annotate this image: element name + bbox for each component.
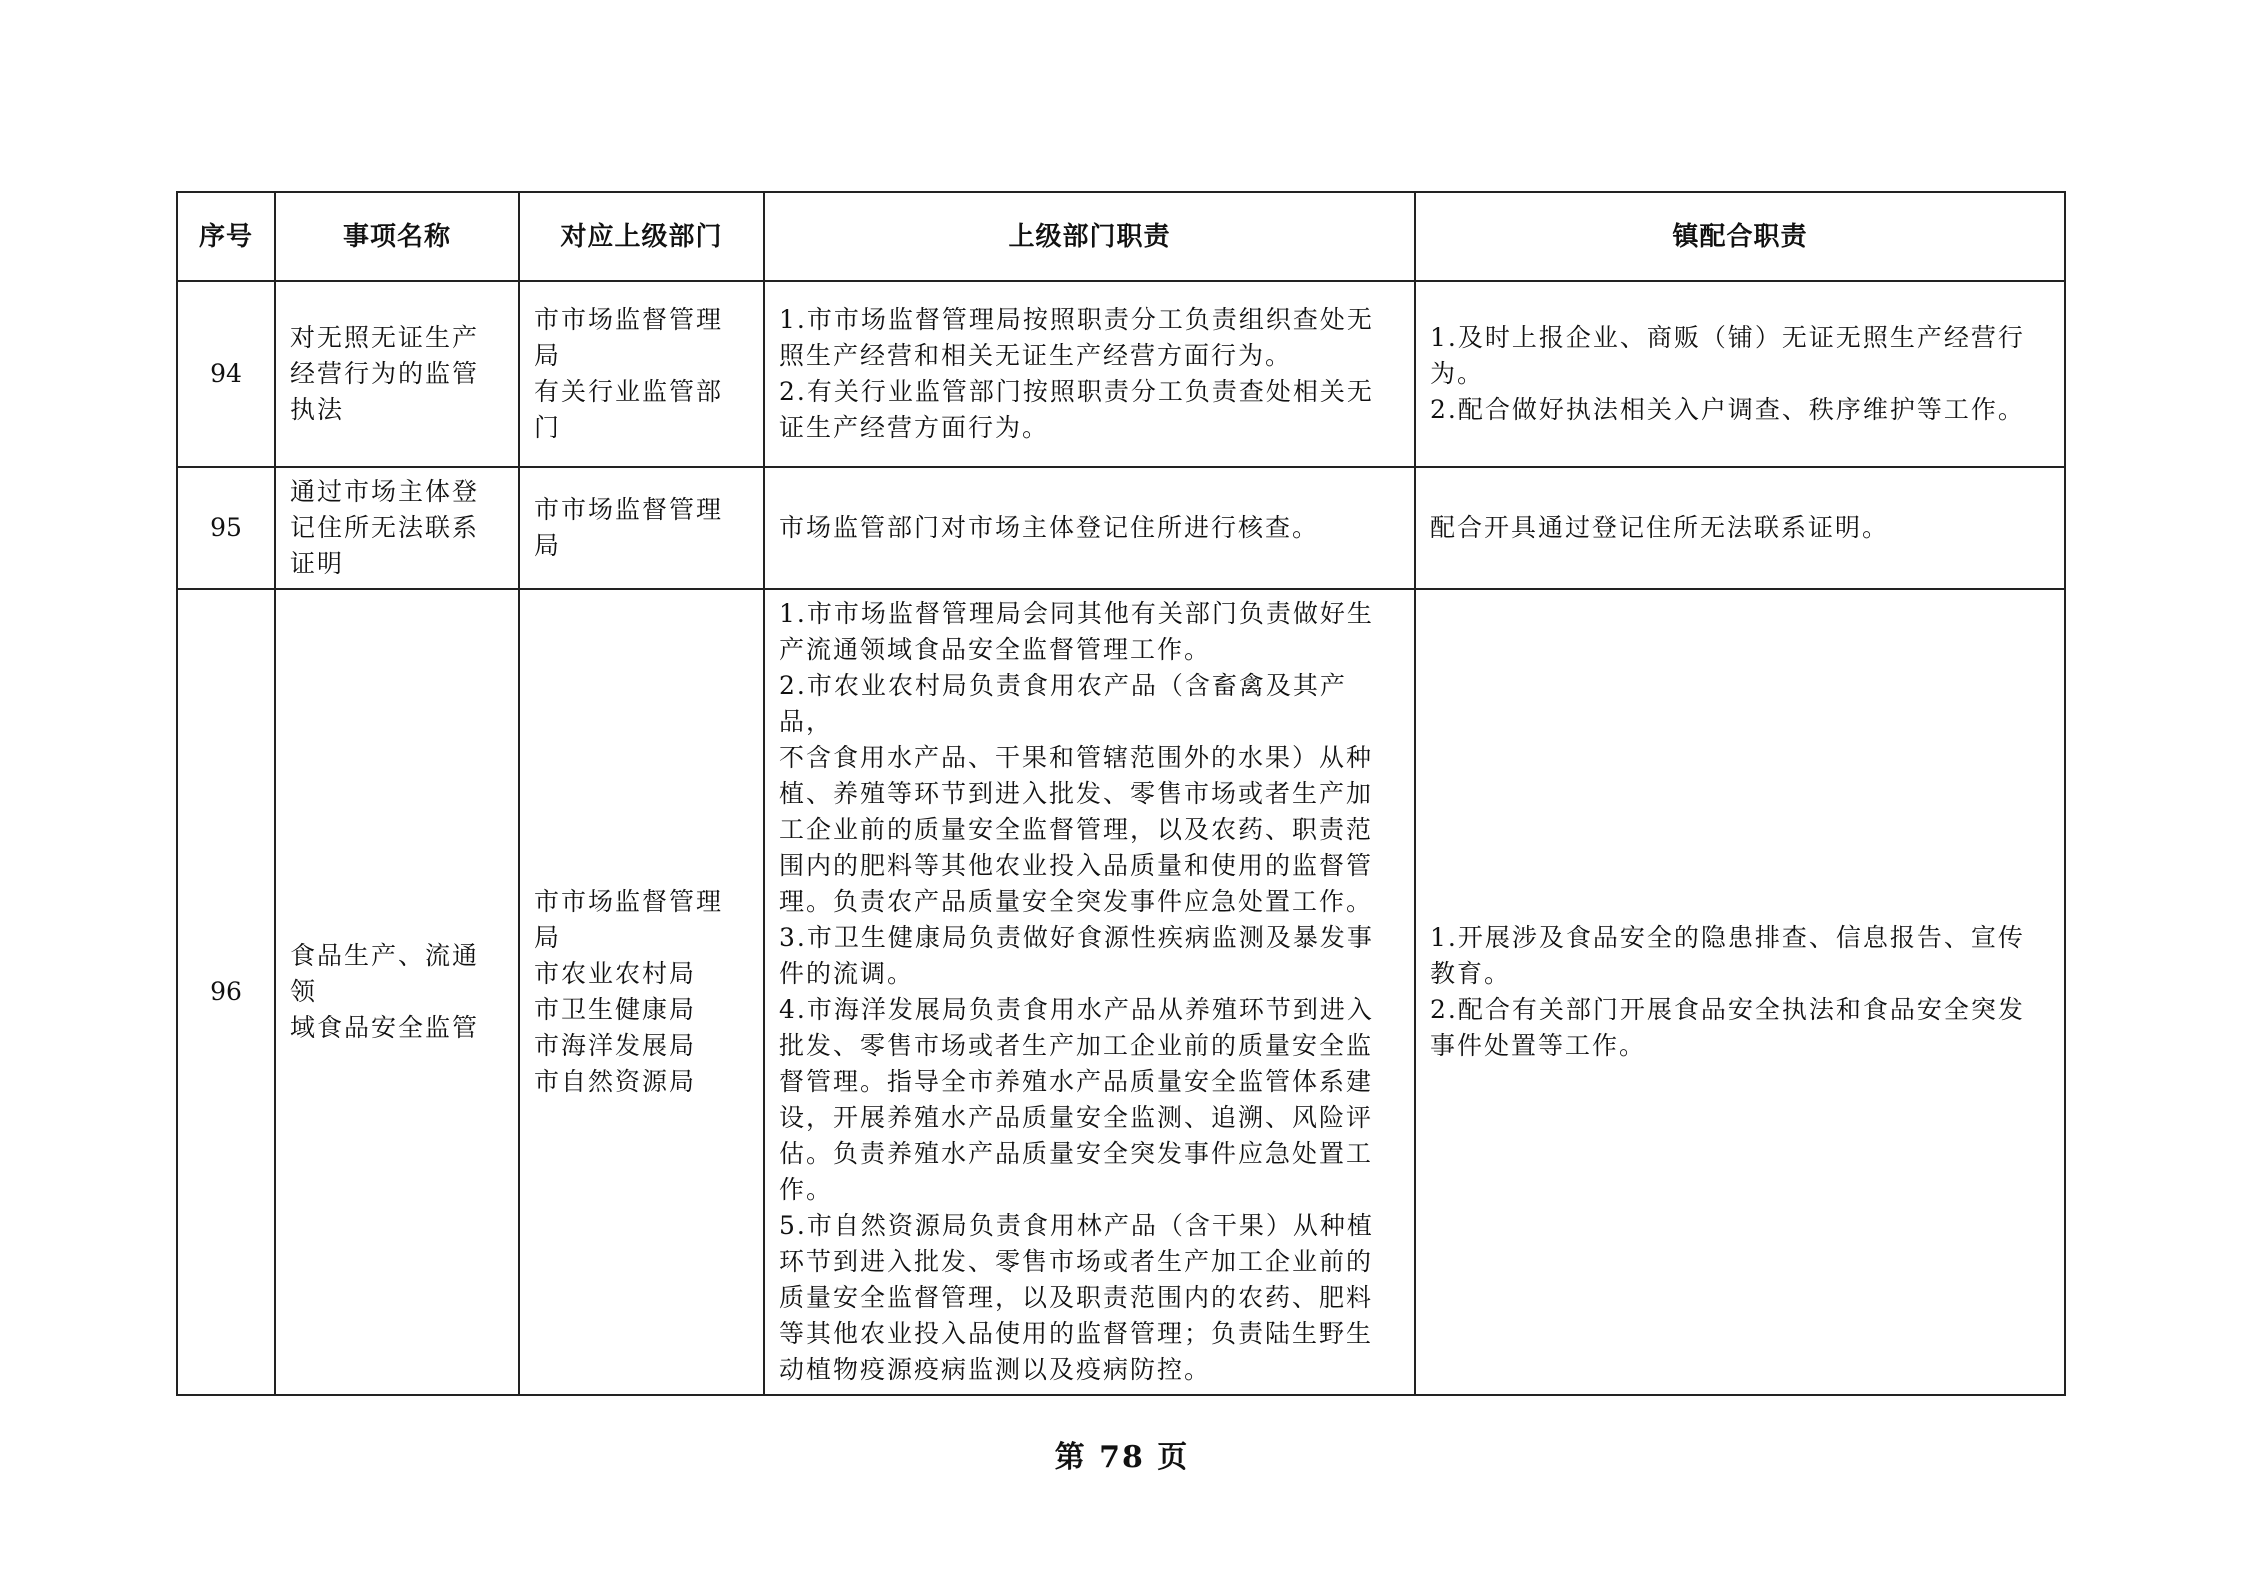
upper-duty-cell	[764, 467, 1415, 589]
cell-line: 1.开展涉及食品安全的隐患排查、信息报告、宣传	[1430, 923, 2025, 952]
duty-table	[176, 191, 2066, 1396]
cell-line: 门	[534, 413, 562, 442]
cell-line: 工企业前的质量安全监督管理，以及农药、职责范	[779, 815, 1374, 844]
header-upper-dept: 对应上级部门	[519, 192, 764, 281]
cell-line: 3.市卫生健康局负责做好食源性疾病监测及暴发事	[779, 923, 1374, 952]
cell-line: 2.市农业农村局负责食用农产品（含畜禽及其产品，	[779, 671, 1347, 736]
cell-line: 记住所无法联系	[290, 513, 480, 542]
cell-line: 执法	[290, 395, 345, 424]
town-duty-cell	[1415, 467, 2065, 589]
cell-line: 市海洋发展局	[534, 1031, 697, 1060]
cell-line: 照生产经营和相关无证生产经营方面行为。	[779, 341, 1293, 370]
cell-line: 2.配合做好执法相关入户调查、秩序维护等工作。	[1430, 395, 2025, 424]
cell-line: 市场监管部门对市场主体登记住所进行核查。	[779, 513, 1320, 542]
header-upper-duty: 上级部门职责	[764, 192, 1415, 281]
cell-line: 5.市自然资源局负责食用林产品（含干果）从种植	[779, 1211, 1374, 1240]
item-name-cell	[275, 467, 519, 589]
upper-duty-cell	[764, 281, 1415, 467]
cell-line: 产流通领域食品安全监督管理工作。	[779, 635, 1212, 664]
seq-cell: 96	[177, 589, 275, 1395]
cell-line: 4.市海洋发展局负责食用水产品从养殖环节到进入	[779, 995, 1374, 1024]
table-row	[177, 281, 2065, 467]
cell-line: 局	[534, 531, 562, 560]
cell-line: 市卫生健康局	[534, 995, 697, 1024]
cell-line: 配合开具通过登记住所无法联系证明。	[1430, 513, 1890, 542]
cell-line: 经营行为的监管	[290, 359, 480, 388]
cell-line: 事件处置等工作。	[1430, 1031, 1647, 1060]
item-name-cell	[275, 281, 519, 467]
cell-line: 动植物疫源疫病监测以及疫病防控。	[779, 1355, 1212, 1384]
upper-dept-cell	[519, 467, 764, 589]
seq-cell: 95	[177, 467, 275, 589]
cell-line: 为。	[1430, 359, 1485, 388]
cell-line: 2.有关行业监管部门按照职责分工负责查处相关无	[779, 377, 1374, 406]
cell-line: 不含食用水产品、干果和管辖范围外的水果）从种	[779, 743, 1374, 772]
cell-line: 批发、零售市场或者生产加工企业前的质量安全监	[779, 1031, 1374, 1060]
item-name-cell	[275, 589, 519, 1395]
cell-line: 通过市场主体登	[290, 477, 480, 506]
cell-line: 作。	[779, 1175, 834, 1204]
cell-line: 1.及时上报企业、商贩（铺）无证无照生产经营行	[1430, 323, 2025, 352]
cell-line: 食品生产、流通领	[290, 941, 480, 1006]
cell-line: 证明	[290, 549, 345, 578]
cell-line: 估。负责养殖水产品质量安全突发事件应急处置工	[779, 1139, 1374, 1168]
table-row	[177, 589, 2065, 1395]
cell-line: 1.市市场监督管理局按照职责分工负责组织查处无	[779, 305, 1374, 334]
cell-line: 市农业农村局	[534, 959, 697, 988]
cell-line: 件的流调。	[779, 959, 915, 988]
cell-line: 质量安全监督管理，以及职责范围内的农药、肥料	[779, 1283, 1374, 1312]
cell-line: 环节到进入批发、零售市场或者生产加工企业前的	[779, 1247, 1374, 1276]
cell-line: 2.配合有关部门开展食品安全执法和食品安全突发	[1430, 995, 2025, 1024]
table-row	[177, 467, 2065, 589]
table-header-row	[177, 192, 2065, 281]
cell-line: 对无照无证生产	[290, 323, 480, 352]
upper-dept-cell	[519, 281, 764, 467]
cell-line: 督管理。指导全市养殖水产品质量安全监管体系建	[779, 1067, 1374, 1096]
town-duty-cell	[1415, 589, 2065, 1395]
cell-line: 教育。	[1430, 959, 1512, 988]
cell-line: 理。负责农产品质量安全突发事件应急处置工作。	[779, 887, 1374, 916]
cell-line: 设，开展养殖水产品质量安全监测、追溯、风险评	[779, 1103, 1374, 1132]
cell-line: 市市场监督管理	[534, 305, 724, 334]
seq-cell: 94	[177, 281, 275, 467]
header-town-duty: 镇配合职责	[1415, 192, 2065, 281]
header-item-name: 事项名称	[275, 192, 519, 281]
cell-line: 围内的肥料等其他农业投入品质量和使用的监督管	[779, 851, 1374, 880]
header-seq: 序号	[177, 192, 275, 281]
cell-line: 等其他农业投入品使用的监督管理；负责陆生野生	[779, 1319, 1374, 1348]
cell-line: 市自然资源局	[534, 1067, 697, 1096]
cell-line: 局	[534, 341, 562, 370]
cell-line: 域食品安全监管	[290, 1013, 480, 1042]
upper-dept-cell	[519, 589, 764, 1395]
cell-line: 局	[534, 923, 562, 952]
upper-duty-cell	[764, 589, 1415, 1395]
cell-line: 有关行业监管部	[534, 377, 724, 406]
cell-line: 市市场监督管理	[534, 887, 724, 916]
cell-line: 1.市市场监督管理局会同其他有关部门负责做好生	[779, 599, 1374, 628]
page-number: 第 78 页	[1054, 1440, 1190, 1475]
town-duty-cell	[1415, 281, 2065, 467]
cell-line: 植、养殖等环节到进入批发、零售市场或者生产加	[779, 779, 1374, 808]
cell-line: 证生产经营方面行为。	[779, 413, 1050, 442]
cell-line: 市市场监督管理	[534, 495, 724, 524]
